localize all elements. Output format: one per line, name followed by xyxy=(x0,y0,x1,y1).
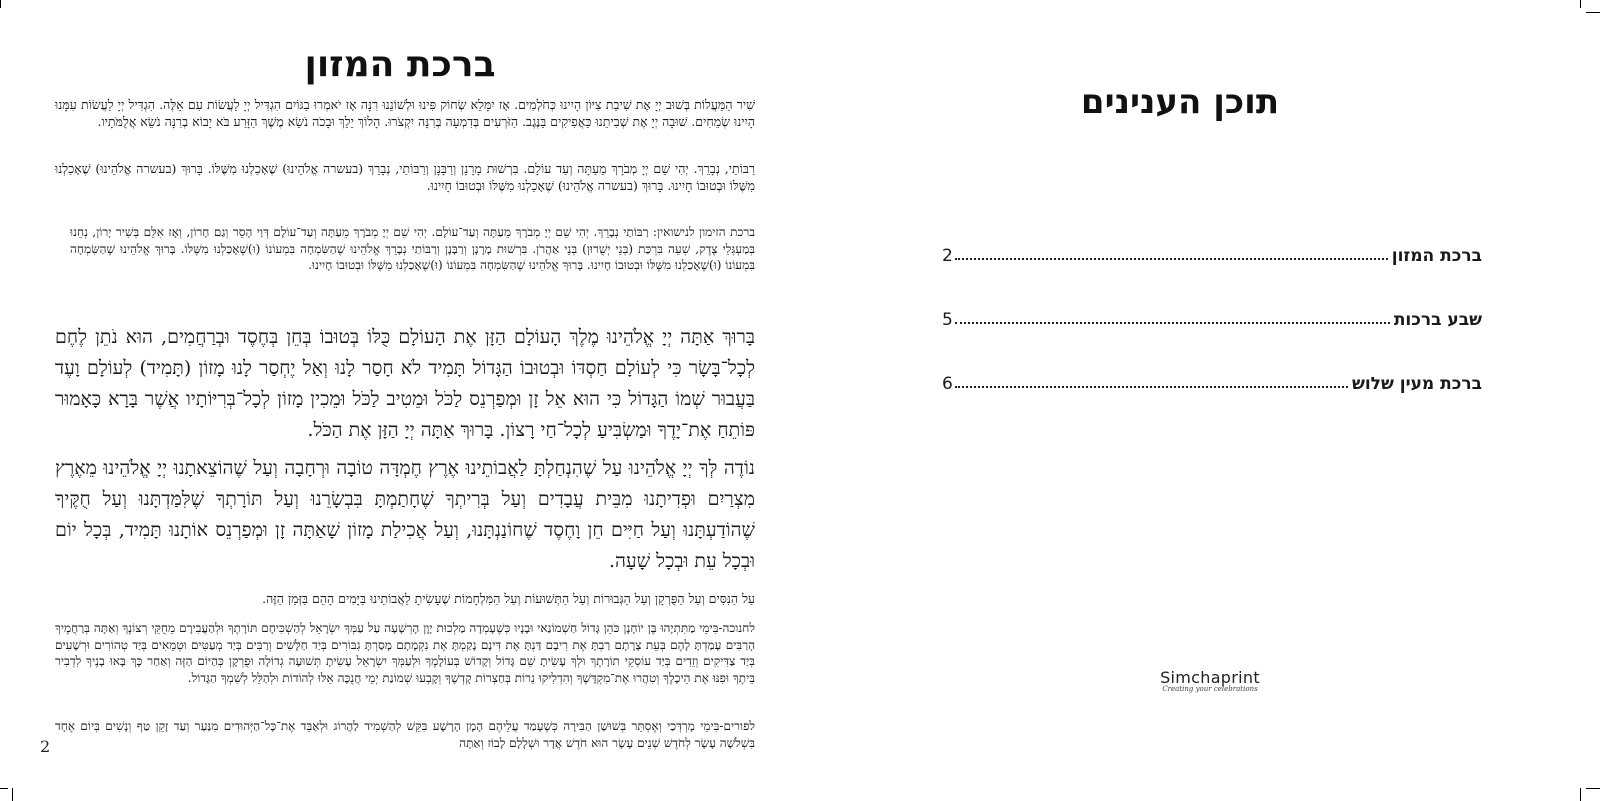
toc-leader-dots xyxy=(955,385,1348,388)
toc-entry[interactable] xyxy=(942,364,1482,394)
al-hanisim-paragraph: עַל הַנִּסִּים וְעַל הַפֻּרְקָן וְעַל הַגְּבוּרוֹת וְעַל הַתְּשׁוּעוֹת וְעַל הַמִּלְחָמוֹת שֶׁעָשִׂיתָ לַאֲבוֹתֵינוּ בַּיָּמִים הָהֵם בַּזְּמַן הַזֶּה. xyxy=(262,591,755,606)
simchaprint-logo xyxy=(1155,668,1265,693)
page-number: 2 xyxy=(40,737,51,756)
toc-entry[interactable] xyxy=(942,300,1482,330)
toc-entry[interactable] xyxy=(942,236,1482,266)
toc-leader-dots xyxy=(955,321,1390,324)
chanukah-paragraph: לחנוכה-בִּימֵי מַתִּתְיָהוּ בֶּן יוֹחָנָן כֹּהֵן גָּדוֹל חַשְׁמוֹנַאי וּבָנָיו כְּשֶׁעָמְדָה מַלְכוּת יָוָן הָרְשָׁעָה עַל עַמְּךָ יִשְׂרָאֵל לְהַשְׁכִּיחָם תּוֹרָתֶךָ וּלְהַעֲבִירָם מֵחֻקֵּי רְצוֹנֶךָ וְאַתָּה בְּרַחֲמֶיךָ הָרַבִּים עָמַדְתָּ לָהֶם בְּעֵת צָרָתָם רַבְתָּ אֶת רִיבָם דַּנְתָּ אֶת דִּינָם נָקַמְתָּ אֶת נִקְמָתָם מָסַרְתָּ גִבּוֹרִים בְּיַד חַלָּשִׁים וְרַבִּים בְּיַד מְעַטִּים וּטְמֵאִים בְּיַד טְהוֹרִים וּרְשָׁעִים בְּיַד צַדִּיקִים וְזֵדִים בְּיַד עוֹסְקֵי תוֹרָתֶךָ וּלְךָ עָשִׂיתָ שֵׁם גָּדוֹל וְקָדוֹשׁ בְּעוֹלָמֶךָ וּלְעַמְּךָ יִשְׂרָאֵל עָשִׂיתָ תְּשׁוּעָה גְדוֹלָה וּפֻרְקָן כְּהַיּוֹם הַזֶּה וְאַחַר כָּךְ בָּאוּ בָנֶיךָ לִדְבִיר בֵּיתֶךָ וּפִנּוּ אֶת הֵיכָלֶךָ וְטִהֲרוּ אֶת־מִקְדָּשֶׁךָ וְהִדְלִיקוּ נֵרוֹת בְּחַצְרוֹת קָדְשֶׁךָ וְקָבְעוּ שְׁמוֹנַת יְמֵי חֲנֻכָּה אֵלּוּ לְהוֹדוֹת וּלְהַלֵּל לְשִׁמְךָ הַגָּדוֹל. xyxy=(55,621,755,685)
zimun-wedding-paragraph: ברכת הזימון לנישואין: רַבּוֹתַי נְבָרֵךְ. יְהִי שֵׁם יְיָ מְבֹרָךְ מֵעַתָּה וְעַד־עוֹלָם. יְהִי שֵׁם יְיָ מְבֹרָךְ מֵעַתָּה וְעַד־עוֹלָם דְּוַי הָסֵר וְגַם חָרוֹן, וְאָז אִלֵּם בְּשִׁיר יָרוֹן, נְחֵנוּ בְּמַעְגְּלֵי צֶדֶק, שְׁעֵה בִּרְכַּת (בְּנֵי יְשֻׁרוּן) בְּנֵי אַהֲרֹן. בִּרְשׁוּת מָרָנָן וְרַבָּנָן וְרַבּוֹתַי נְבָרֵךְ אֱלֹהֵינוּ שֶׁהַשִּׂמְחָה בִּמְעוֹנוֹ (וּ)שֶׁאָכַלְנוּ מִשֶּׁלּוֹ. בָּרוּךְ אֱלֹהֵינוּ שֶׁהַשִּׂמְחָה בִּמְעוֹנוֹ (וּ)שֶׁאָכַלְנוּ מִשֶּׁלּוֹ וּבְטוּבוֹ חָיִינוּ. בָּרוּךְ אֱלֹהֵינוּ שֶׁהַשִּׂמְחָה בִּמְעוֹנוֹ (וּ)שֶׁאָכַלְנוּ מִשֶּׁלּוֹ וּבְטוּבוֹ חָיִינוּ. xyxy=(70,225,755,272)
toc-entry-name: שבע ברכות xyxy=(1393,310,1482,330)
shir-hamaalot-paragraph: שִׁיר הַמַּעֲלוֹת בְּשׁוּב יְיָ אֶת שִׁיבַת צִיּוֹן הָיִינוּ כְּחֹלְמִים. אָז יִמָּלֵא שְׂחוֹק פִּינוּ וּלְשׁוֹנֵנוּ רִנָּה אָז יֹאמְרוּ בַגּוֹיִם הִגְדִּיל יְיָ לַעֲשׂוֹת עִם אֵלֶּה. הִגְדִּיל יְיָ לַעֲשׂוֹת עִמָּנוּ הָיִינוּ שְׂמֵחִים. שׁוּבָה יְיָ אֶת שְׁבִיתֵנוּ כַּאֲפִיקִים בַּנֶּגֶב. הַזֹּרְעִים בְּדִמְעָה בְּרִנָּה יִקְצֹרוּ. הָלוֹךְ יֵלֵךְ וּבָכֹה נֹשֵׂא מֶשֶׁךְ הַזָּרַע בֹּא יָבוֹא בְרִנָּה נֹשֵׂא אֲלֻמֹּתָיו. xyxy=(55,97,755,129)
zimun-paragraph: רַבּוֹתַי, נְבָרֵךְ. יְהִי שֵׁם יְיָ מְבֹרָךְ מֵעַתָּה וְעַד עוֹלָם. בִּרְשׁוּת מָרָנָן וְרַבָּנָן וְרַבּוֹתַי, נְבָרֵךְ (בעשרה אֱלֹהֵינוּ) שֶׁאָכַלְנוּ מִשֶּׁלּוֹ. בָּרוּךְ (בעשרה אֱלֹהֵינוּ) שֶׁאָכַלְנוּ מִשֶּׁלּוֹ וּבְטוּבוֹ חָיִינוּ. בָּרוּךְ (בעשרה אֱלֹהֵינוּ) שֶׁאָכַלְנוּ מִשֶּׁלּוֹ וּבְטוּבוֹ חָיִינוּ. xyxy=(55,161,755,193)
right-page xyxy=(800,0,1600,801)
toc-entry-page: 2 xyxy=(942,246,953,266)
purim-paragraph: לפורים-בִּימֵי מָרְדְּכַי וְאֶסְתֵּר בְּשׁוּשַׁן הַבִּירָה כְּשֶׁעָמַד עֲלֵיהֶם הָמָן הָרָשָׁע בִּקֵּשׁ לְהַשְׁמִיד לַהֲרוֹג וּלְאַבֵּד אֶת־כָּל־הַיְּהוּדִים מִנַּעַר וְעַד זָקֵן טַף וְנָשִׁים בְּיוֹם אֶחָד בִּשְׁלֹשָׁה עָשָׂר לְחֹדֶשׁ שְׁנֵים עָשָׂר הוּא חֹדֶשׁ אֲדָר וּשְׁלָלָם לָבוֹז וְאַתָּה xyxy=(55,719,755,750)
logo-tagline: Creating your celebrations xyxy=(1162,685,1258,693)
page-title: ברכת המזון xyxy=(304,44,496,85)
toc-entry-page: 6 xyxy=(942,374,953,394)
toc-entry-name: ברכת מעין שלוש xyxy=(1351,374,1482,394)
first-blessing-paragraph: בָּרוּךְ אַתָּה יְיָ אֱלֹהֵינוּ מֶלֶךְ הָעוֹלָם הַזָּן אֶת הָעוֹלָם כֻּלּוֹ בְּטוּבוֹ בְּחֵן בְּחֶסֶד וּבְרַחֲמִים, הוּא נֹתֵן לֶחֶם לְכָל־בָּשָׂר כִּי לְעוֹלָם חַסְדּוֹ וּבְטוּבוֹ הַגָּדוֹל תָּמִיד לֹא חָסַר לָנוּ וְאַל יֶחְסַר לָנוּ מָזוֹן (תָּמִיד) לְעוֹלָם וָעֶד בַּעֲבוּר שְׁמוֹ הַגָּדוֹל כִּי הוּא אֵל זָן וּמְפַרְנֵס לַכֹּל וּמֵטִיב לַכֹּל וּמֵכִין מָזוֹן לְכָל־בְּרִיּוֹתָיו אֲשֶׁר בָּרָא כָּאָמוּר פּוֹתֵחַ אֶת־יָדֶךָ וּמַשְׂבִּיעַ לְכָל־חַי רָצוֹן. בָּרוּךְ אַתָּה יְיָ הַזָּן אֶת הַכֹּל. xyxy=(55,326,755,441)
logo-wordmark: Simchaprint xyxy=(1160,668,1260,687)
toc-entry-page: 5 xyxy=(942,310,953,330)
second-blessing-paragraph: נוֹדֶה לְּךָ יְיָ אֱלֹהֵינוּ עַל שֶׁהִנְחַלְתָּ לַאֲבוֹתֵינוּ אֶרֶץ חֶמְדָּה טוֹבָה וּרְחָבָה וְעַל שֶׁהוֹצֵאתָנוּ יְיָ אֱלֹהֵינוּ מֵאֶרֶץ מִצְרַיִם וּפְדִיתָנוּ מִבֵּית עֲבָדִים וְעַל בְּרִיתְךָ שֶׁחָתַמְתָּ בִּבְשָׂרֵנוּ וְעַל תּוֹרָתְךָ שֶׁלִּמַּדְתָּנוּ וְעַל חֻקֶּיךָ שֶׁהוֹדַעְתָּנוּ וְעַל חַיִּים חֵן וָחֶסֶד שֶׁחוֹנַנְתָּנוּ, וְעַל אֲכִילַת מָזוֹן שָׁאַתָּה זָן וּמְפַרְנֵס אוֹתָנוּ תָּמִיד, בְּכָל יוֹם וּבְכָל עֵת וּבְכָל שָׁעָה. xyxy=(55,457,755,572)
toc-title: תוכן הענינים xyxy=(1080,82,1280,122)
toc-leader-dots xyxy=(955,257,1388,260)
toc-entry-name: ברכת המזון xyxy=(1391,246,1482,266)
